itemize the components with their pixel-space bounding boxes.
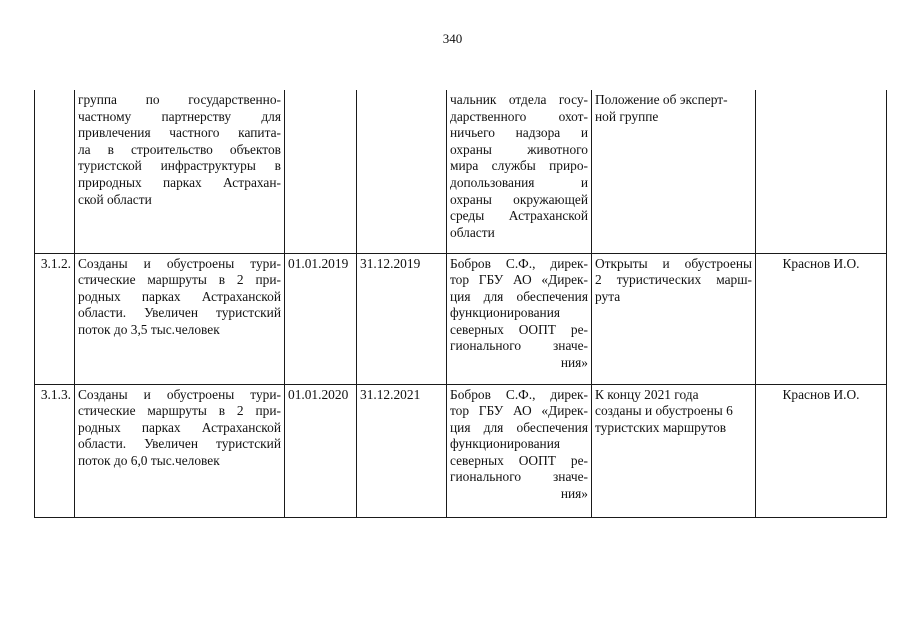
text-line: ния» [560,355,588,371]
table-row [35,253,887,384]
cell-end-date: 31.12.2019 [357,253,447,384]
text-line: мира службы приро- [450,158,588,174]
cell-event [75,384,285,517]
table-row [35,384,887,517]
text-line: ной группе [595,108,659,124]
text-line: Созданы и обустроены тури- [78,255,281,271]
cell-end-date [357,90,447,253]
cell-result [592,90,756,253]
text-line: области [450,224,495,240]
cell-curator [756,90,887,253]
text-line: ция для обеспечения [450,288,588,304]
text-line: ничьего надзора и [450,125,588,141]
text-line: области. Увеличен туристский [78,305,281,321]
page-number: 340 [442,31,463,46]
document-table [34,90,887,518]
text-line: поток до 3,5 тыс.человек [78,321,220,337]
cell-start-date [285,90,357,253]
text-line: ния» [560,486,588,502]
cell-start-date: 01.01.2020 [285,384,357,517]
text-line: охраны животного [450,141,588,157]
text-line: функционирования [450,436,561,452]
text-line: рута [595,288,621,304]
text-line: охраны окружающей [450,191,588,207]
text-line: созданы и обустроены 6 [595,403,733,419]
text-line: ция для обеспечения [450,419,588,435]
text-line: туристской инфраструктуры в [78,158,281,174]
text-line: К концу 2021 года [595,386,699,402]
cell-curator: Краснов И.О. [756,384,887,517]
text-line: тор ГБУ АО «Дирек- [450,403,588,419]
cell-number [35,90,75,253]
cell-end-date: 31.12.2021 [357,384,447,517]
text-line: гионального значе- [450,338,588,354]
cell-event [75,90,285,253]
text-line: стические маршруты в 2 при- [78,403,281,419]
text-line: Бобров С.Ф., дирек- [450,386,588,402]
cell-number: 3.1.2. [35,253,75,384]
text-line: Бобров С.Ф., дирек- [450,255,588,271]
text-line: тор ГБУ АО «Дирек- [450,272,588,288]
text-line: допользования и [450,174,588,190]
cell-responsible [447,253,592,384]
text-line: ла в строительство объектов [78,141,281,157]
text-line: родных парках Астраханской [78,419,281,435]
cell-responsible [447,384,592,517]
text-line: ской области [78,191,152,207]
text-line: природных парках Астрахан- [78,174,281,190]
text-line: чальник отдела госу- [450,92,588,107]
text-line: стические маршруты в 2 при- [78,272,281,288]
cell-result [592,253,756,384]
text-line: северных ООПТ ре- [450,452,588,468]
cell-curator: Краснов И.О. [756,253,887,384]
cell-number: 3.1.3. [35,384,75,517]
cell-result [592,384,756,517]
text-line: туристских маршрутов [595,419,727,435]
text-line: группа по государственно- [78,92,281,107]
text-line: области. Увеличен туристский [78,436,281,452]
text-line: Открыты и обустроены [595,255,752,271]
text-line: функционирования [450,305,561,321]
text-line: северных ООПТ ре- [450,321,588,337]
cell-responsible [447,90,592,253]
text-line: 2 туристических марш- [595,272,752,288]
cell-event [75,253,285,384]
text-line: Созданы и обустроены тури- [78,386,281,402]
cell-start-date: 01.01.2019 [285,253,357,384]
text-line: среды Астраханской [450,208,588,224]
table-row [35,90,887,253]
text-line: Положение об эксперт- [595,92,728,107]
text-line: привлечения частного капита- [78,125,281,141]
text-line: дарственного охот- [450,108,588,124]
text-line: гионального значе- [450,469,588,485]
text-line: поток до 6,0 тыс.человек [78,452,220,468]
text-line: родных парках Астраханской [78,288,281,304]
text-line: частному партнерству для [78,108,281,124]
